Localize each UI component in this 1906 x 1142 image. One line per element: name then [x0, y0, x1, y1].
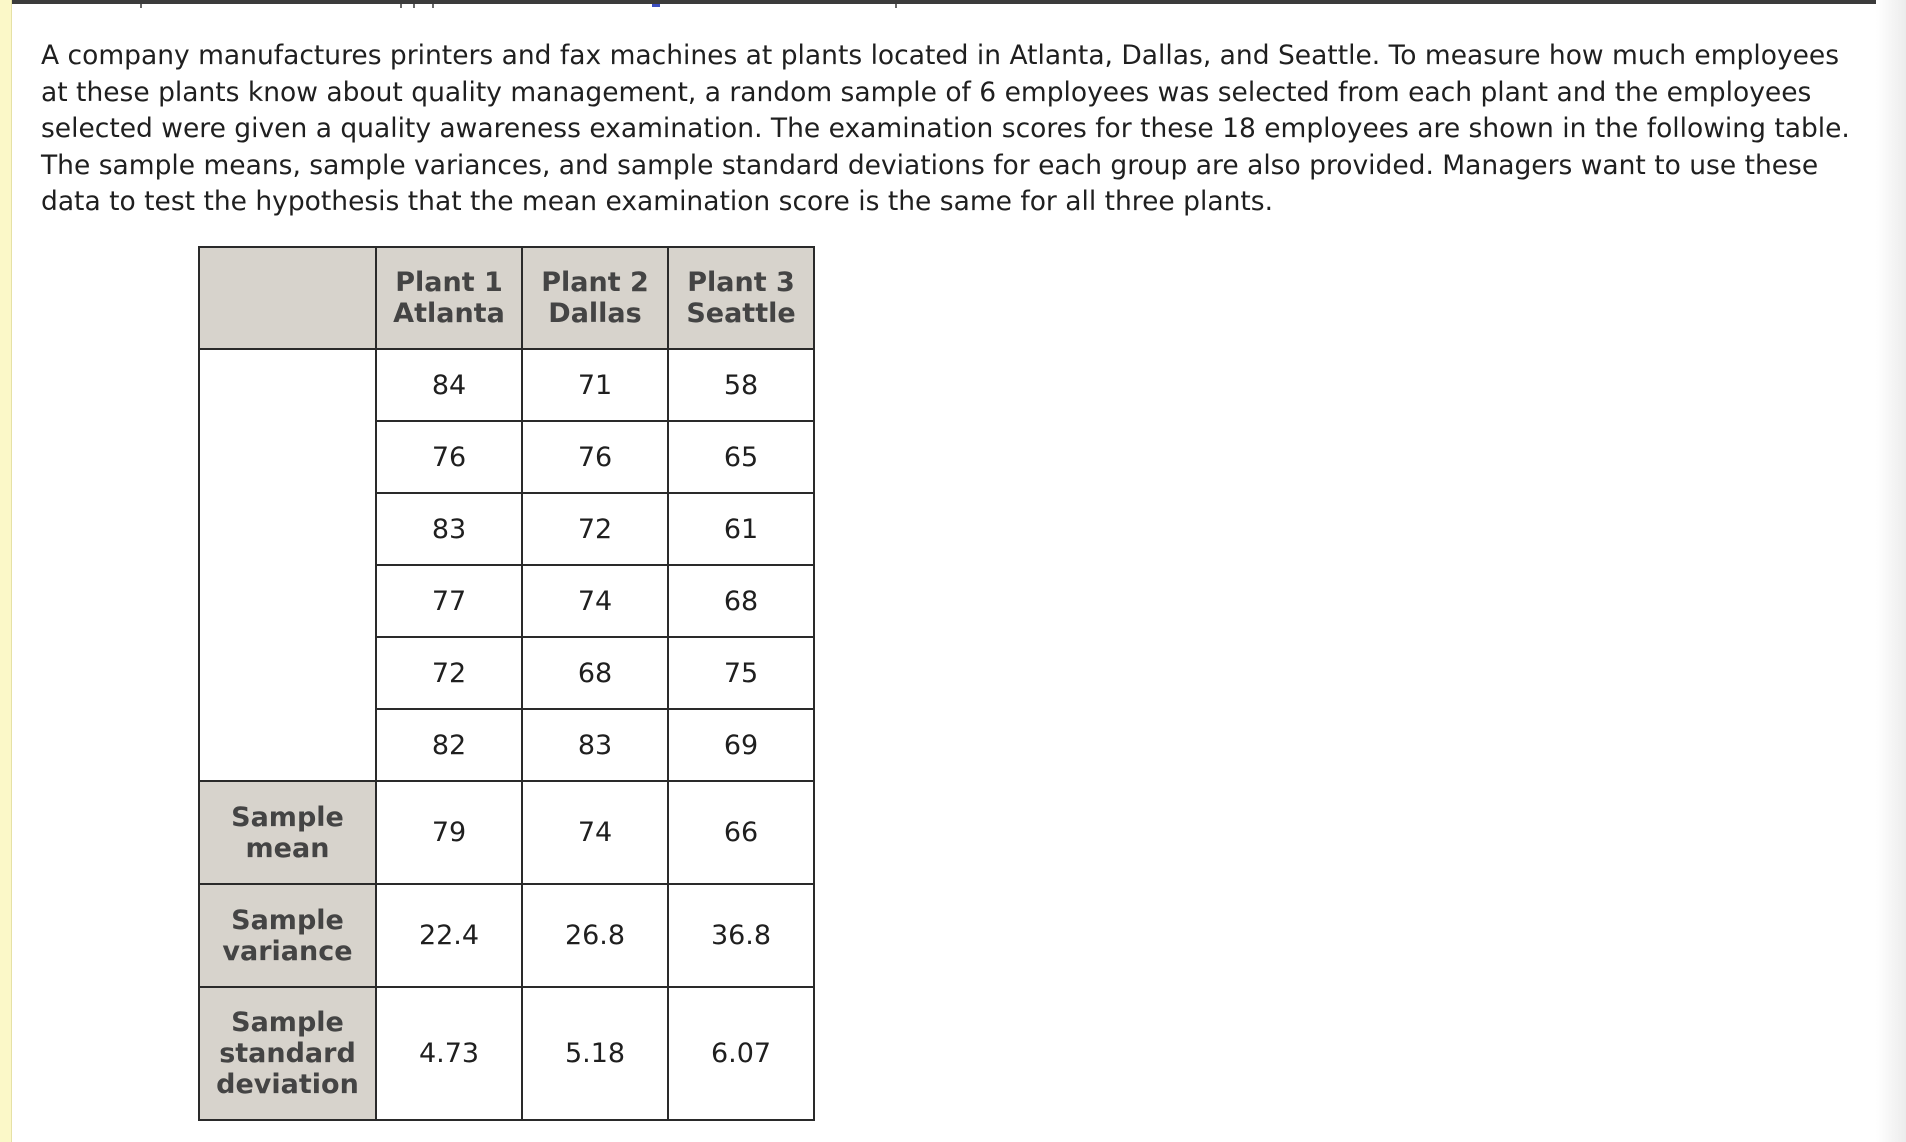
scroll-edge-shadow [1876, 0, 1906, 1142]
sample-variance-row [199, 884, 814, 987]
stat-cell: 79 [376, 781, 522, 884]
score-cell: 76 [522, 421, 668, 493]
score-cell: 74 [522, 565, 668, 637]
row-label-line1: Sample [231, 904, 344, 936]
row-label-line1: Sample [231, 801, 344, 833]
score-cell: 61 [668, 493, 814, 565]
column-header-line2: Atlanta [393, 298, 505, 329]
stat-cell: 74 [522, 781, 668, 884]
score-cell: 83 [376, 493, 522, 565]
score-cell: 77 [376, 565, 522, 637]
stat-cell: 6.07 [668, 987, 814, 1120]
table-corner-cell [199, 247, 376, 349]
stat-cell: 5.18 [522, 987, 668, 1120]
score-cell: 75 [668, 637, 814, 709]
row-label-line1: Sample [231, 1007, 344, 1038]
score-cell: 72 [522, 493, 668, 565]
score-cell: 65 [668, 421, 814, 493]
score-cell: 68 [668, 565, 814, 637]
row-label-sample-variance [199, 884, 376, 987]
score-cell: 69 [668, 709, 814, 781]
column-header-line2: Dallas [548, 298, 642, 329]
exam-scores-table [198, 246, 815, 1121]
stat-cell: 26.8 [522, 884, 668, 987]
sample-std-dev-row [199, 987, 814, 1120]
score-cell: 71 [522, 349, 668, 421]
left-margin-strip [0, 0, 12, 1142]
problem-statement: A company manufactures printers and fax machines at plants located in Atlanta, Dallas, and Seattle. To measure how much employees at these plants know about quality management, a random sample of 6 employees was selected from each plant and the employees selected were given a quality awareness examination. The examination scores for these 18 employees are shown in the following table. The sample means, sample variances, and sample standard deviations for each group are also provided. Managers want to use these data to test the hypothesis that the mean examination score is the same for all three plants. [41, 40, 1850, 217]
table-row [199, 349, 814, 421]
stat-cell: 36.8 [668, 884, 814, 987]
cropped-text-line [40, 4, 1840, 12]
score-cell: 58 [668, 349, 814, 421]
row-label-line2: standard [219, 1038, 356, 1069]
column-header-plant-1 [376, 247, 522, 349]
column-header-line2: Seattle [686, 298, 796, 329]
score-cell: 83 [522, 709, 668, 781]
score-cell: 72 [376, 637, 522, 709]
score-cell: 76 [376, 421, 522, 493]
column-header-line1: Plant 2 [541, 267, 649, 298]
table-header-row [199, 247, 814, 349]
row-label-line3: deviation [216, 1069, 359, 1100]
column-header-plant-3 [668, 247, 814, 349]
column-header-line1: Plant 1 [395, 267, 503, 298]
column-header-plant-2 [522, 247, 668, 349]
stat-cell: 22.4 [376, 884, 522, 987]
row-label-sample-std-dev [199, 987, 376, 1120]
score-cell: 82 [376, 709, 522, 781]
row-label-sample-mean [199, 781, 376, 884]
score-cell: 84 [376, 349, 522, 421]
row-label-line2: variance [222, 935, 353, 967]
row-label-line2: mean [245, 832, 330, 864]
blank-label-cell [199, 349, 376, 781]
sample-mean-row [199, 781, 814, 884]
column-header-line1: Plant 3 [687, 267, 795, 298]
score-cell: 68 [522, 637, 668, 709]
stat-cell: 66 [668, 781, 814, 884]
stat-cell: 4.73 [376, 987, 522, 1120]
